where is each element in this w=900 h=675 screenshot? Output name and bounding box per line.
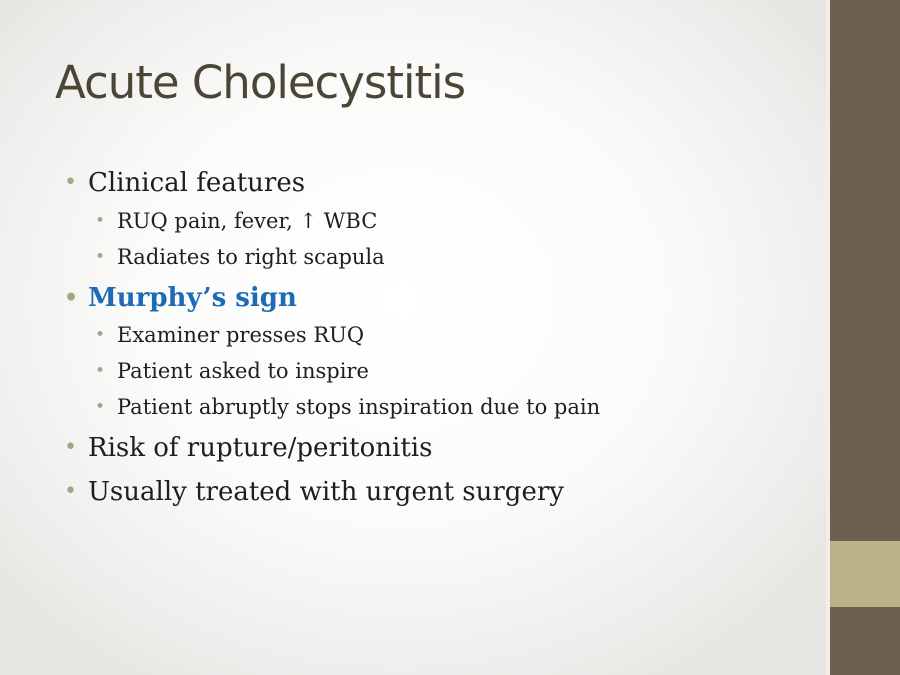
sub-bullet-item <box>95 322 365 348</box>
bullet-text: Usually treated with urgent surgery <box>88 477 564 507</box>
bullet-text: Risk of rupture/peritonitis <box>88 433 433 463</box>
bullet-text: Radiates to right scapula <box>117 245 385 269</box>
sub-bullet-item <box>95 244 385 270</box>
bullet-icon: • <box>64 479 77 504</box>
bullet-icon: • <box>64 285 79 311</box>
bullet-text: Clinical features <box>88 168 306 198</box>
bullet-item <box>64 477 564 507</box>
bullet-icon: • <box>95 211 106 231</box>
bullet-item <box>64 168 306 198</box>
bullet-item <box>64 433 433 463</box>
bullet-icon: • <box>95 247 106 267</box>
bullet-text: Examiner presses RUQ <box>117 323 365 347</box>
sidebar-accent-block <box>830 541 900 607</box>
bullet-text: RUQ pain, fever, ↑ WBC <box>117 209 378 233</box>
bullet-icon: • <box>64 170 77 195</box>
bullet-text: Patient abruptly stops inspiration due to pain <box>117 395 601 419</box>
sub-bullet-item <box>95 208 378 234</box>
bullet-icon: • <box>95 361 106 381</box>
sub-bullet-item <box>95 394 601 420</box>
bullet-text: Murphy’s sign <box>88 283 297 313</box>
bullet-icon: • <box>64 435 77 460</box>
bullet-icon: • <box>95 325 106 345</box>
sub-bullet-item <box>95 358 369 384</box>
bullet-icon: • <box>95 397 106 417</box>
bullet-item-emphasis <box>64 283 297 313</box>
bullet-text: Patient asked to inspire <box>117 359 369 383</box>
slide-title: Acute Cholecystitis <box>55 56 466 109</box>
